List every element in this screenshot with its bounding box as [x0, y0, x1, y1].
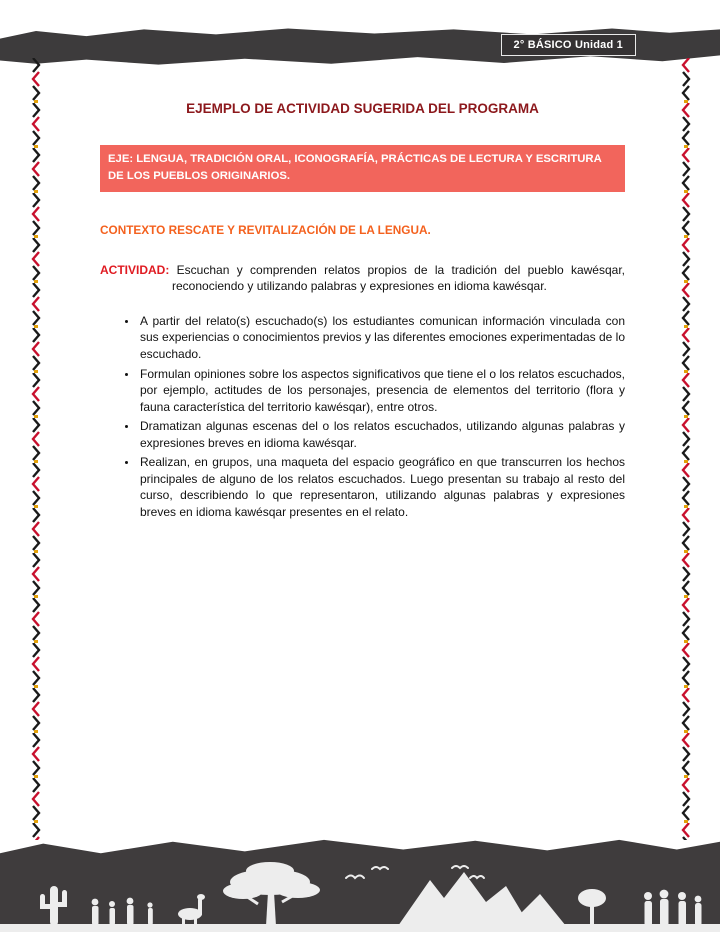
contexto-heading: CONTEXTO RESCATE Y REVITALIZACIÓN DE LA LENGUA.: [100, 222, 431, 237]
actividad-text: Escuchan y comprenden relatos propios de la tradición del pueblo kawésqar, reconociendo y utilizando palabras y expresiones en idioma kawésqar.: [172, 262, 625, 294]
ground-silhouette: [0, 924, 720, 932]
actividad-label: ACTIVIDAD:: [100, 262, 170, 277]
bullet-item: • Formulan opiniones sobre los aspectos significativos que tiene el o los relatos escuchados, por ejemplo, actitudes de los personajes, presencia de elementos del territorio (flora y fauna característica del territorio kawésqar), entre otros.: [138, 366, 625, 416]
bullet-item: • A partir del relato(s) escuchado(s) los estudiantes comunican información vinculada con sus experiencias o conocimientos previos y las diferentes emociones experimentadas de lo escuchado.: [138, 313, 625, 363]
llama-silhouette: [178, 894, 205, 926]
bullet-item: • Realizan, en grupos, una maqueta del espacio geográfico en que transcurren los hechos principales de alguno de los relatos escuchados. Luego presentan su trabajo al resto del curso, describiendo lo que representaron, utilizando algunas palabras y expresiones breves en idioma kawésqar presentes en el relato.: [138, 454, 625, 520]
cactus-silhouette: [40, 886, 67, 926]
left-textile-border: [29, 58, 43, 840]
unit-badge-label: 2° BÁSICO Unidad 1: [513, 39, 623, 51]
eje-banner: EJE: LENGUA, TRADICIÓN ORAL, ICONOGRAFÍA, PRÁCTICAS DE LECTURA Y ESCRITURA DE LOS PUEBLOS ORIGINARIOS.: [100, 145, 625, 192]
page-title: EJEMPLO DE ACTIVIDAD SUGERIDA DEL PROGRAMA: [186, 101, 539, 116]
bottom-scene-illustration: [0, 854, 720, 932]
people-group-right-silhouette: [644, 890, 702, 926]
tree-silhouette: [223, 862, 320, 926]
mountains-silhouette: [398, 872, 566, 926]
bottom-torn-band: [0, 836, 720, 932]
main-content: [100, 100, 625, 523]
bullet-item: • Dramatizan algunas escenas del o los relatos escuchados, utilizando algunas palabras y expresiones breves en idioma kawésqar.: [138, 418, 625, 451]
right-textile-border: [679, 58, 693, 840]
people-group-left-silhouette: [92, 898, 153, 925]
actividad-paragraph: [100, 262, 625, 295]
small-tree-silhouette: [578, 889, 606, 926]
unit-badge: [501, 34, 636, 56]
activity-bullet-list: [100, 313, 625, 521]
